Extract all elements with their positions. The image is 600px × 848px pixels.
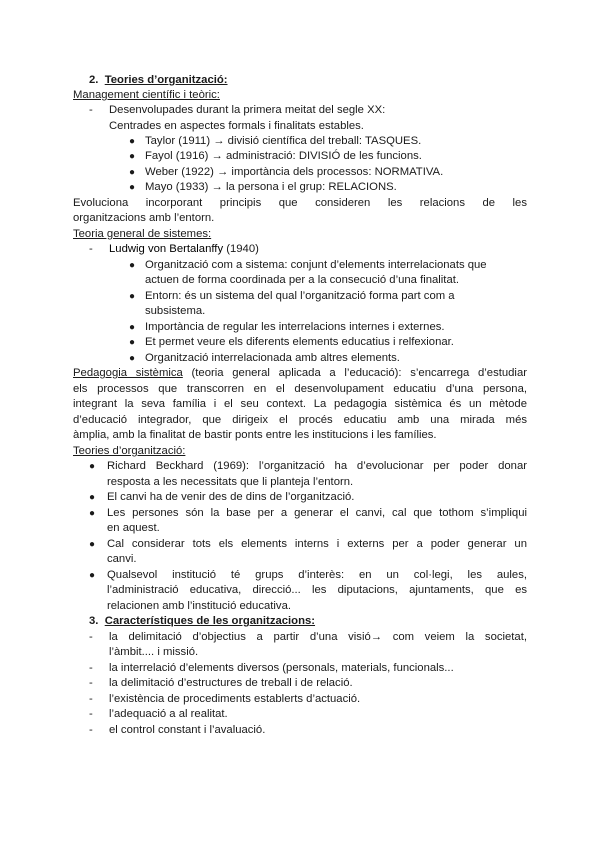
bullet-marker: ● bbox=[129, 167, 136, 178]
dash-marker: - bbox=[89, 677, 93, 689]
sistemes-heading: Teoria general de sistemes: bbox=[73, 228, 212, 240]
sistemes-bullet: Importància de regular les interrelacions internes i externes. bbox=[145, 321, 445, 333]
bullet-marker: ● bbox=[129, 260, 136, 271]
management-bullet: Weber (1922) → importància dels processos: NORMATIVA. bbox=[145, 166, 444, 178]
teories-org-heading: Teories d’organització: bbox=[73, 445, 186, 457]
section-title: Característiques de les organitzacions: bbox=[104, 615, 316, 627]
dash-marker: - bbox=[89, 631, 93, 643]
author-name: Ludwig von Bertalanffy bbox=[109, 243, 224, 255]
pedagogia-line: d’educació integrador, que dirigeix el procés educatiu amb una mirada més bbox=[73, 414, 527, 426]
section-number: 3. bbox=[89, 615, 99, 627]
section-3-item: l’existència de procediments establerts d’actuació. bbox=[109, 693, 361, 705]
dash-marker: - bbox=[89, 662, 93, 674]
teories-org-bullet: El canvi ha de venir des de dins de l’organització. bbox=[107, 491, 355, 503]
sistemes-bullet: Organització interrelacionada amb altres elements. bbox=[145, 352, 400, 364]
dash-marker: - bbox=[89, 104, 93, 116]
pedagogia-text: (teoria general aplicada a l’educació): s’encarrega d’estudiar bbox=[182, 367, 527, 379]
teories-org-bullet-cont: canvi. bbox=[107, 553, 137, 565]
pedagogia-term: Pedagogia sistèmica bbox=[73, 367, 183, 379]
teories-org-bullet-cont: en aquest. bbox=[107, 522, 160, 534]
section-3-item-cont: l’àmbit.... i missió. bbox=[109, 646, 199, 658]
pedagogia-line: àmplia, amb la finalitat de bastir ponts entre les institucions i les famílies. bbox=[73, 429, 437, 441]
bullet-marker: ● bbox=[129, 136, 136, 147]
sistemes-bullet: Entorn: és un sistema del qual l’organització forma part com a bbox=[145, 290, 455, 302]
pedagogia-line bbox=[73, 366, 527, 381]
bullet-marker: ● bbox=[129, 151, 136, 162]
management-dash-line-1: Desenvolupades durant la primera meitat del segle XX: bbox=[109, 104, 386, 116]
section-3-item: el control constant i l’avaluació. bbox=[109, 724, 266, 736]
pedagogia-line: integrant la seva família i el seu context. La pedagogia sistèmica és un mètode bbox=[73, 398, 527, 410]
teories-org-bullet: Qualsevol institució té grups d’interès: en un col·legi, les aules, bbox=[107, 569, 527, 581]
pedagogia-line: els processos que transcorren en el desenvolupament educatiu d’una persona, bbox=[73, 383, 527, 395]
management-paragraph-line: organitzacions amb l’entorn. bbox=[73, 212, 215, 224]
management-paragraph-line: Evoluciona incorporant principis que consideren les relacions de les bbox=[73, 197, 527, 209]
sistemes-author-line bbox=[109, 242, 259, 257]
section-3-item: l’adequació a al realitat. bbox=[109, 708, 228, 720]
teories-org-bullet-cont: relacionen amb l’institució educativa. bbox=[107, 600, 291, 612]
dash-marker: - bbox=[89, 724, 93, 736]
bullet-marker: ● bbox=[129, 353, 136, 364]
bullet-marker: ● bbox=[89, 461, 96, 472]
teories-org-bullet: Richard Beckhard (1969): l’organització ha d’evolucionar per poder donar bbox=[107, 460, 527, 472]
management-bullet: Mayo (1933) → la persona i el grup: RELACIONS. bbox=[145, 181, 397, 193]
bullet-marker: ● bbox=[129, 322, 136, 333]
section-3-item: la delimitació d’objectius a partir d’una visió→ com veiem la societat, bbox=[109, 631, 527, 643]
bullet-marker: ● bbox=[89, 539, 96, 550]
bullet-marker: ● bbox=[129, 291, 136, 302]
sistemes-bullet-cont: actuen de forma coordinada per a la consecució d’una finalitat. bbox=[145, 274, 460, 286]
teories-org-bullet: Cal considerar tots els elements interns i externs per a poder generar un bbox=[107, 538, 527, 550]
dash-marker: - bbox=[89, 243, 93, 255]
sistemes-bullet-cont: subsistema. bbox=[145, 305, 206, 317]
teories-org-bullet: Les persones són la base per a generar el canvi, cal que tothom s’impliqui bbox=[107, 507, 527, 519]
teories-org-bullet-cont: resposta a les necessitats que li planteja l’entorn. bbox=[107, 476, 354, 488]
bullet-marker: ● bbox=[89, 570, 96, 581]
section-3-heading bbox=[89, 614, 315, 629]
teories-org-bullet-cont: l’administració educativa, direcció... les diputacions, ajuntaments, que es bbox=[107, 584, 527, 596]
bullet-marker: ● bbox=[89, 492, 96, 503]
author-year: (1940) bbox=[226, 243, 259, 255]
management-heading: Management científic i teòric: bbox=[73, 89, 220, 101]
section-title: Teories d’organització: bbox=[104, 74, 228, 86]
management-bullet: Taylor (1911) → divisió científica del treball: TASQUES. bbox=[145, 135, 422, 147]
dash-marker: - bbox=[89, 708, 93, 720]
management-bullet: Fayol (1916) → administració: DIVISIÓ de les funcions. bbox=[145, 150, 422, 162]
dash-marker: - bbox=[89, 693, 93, 705]
section-2-heading bbox=[89, 73, 228, 88]
bullet-marker: ● bbox=[89, 508, 96, 519]
sistemes-bullet: Et permet veure els diferents elements educatius i relfexionar. bbox=[145, 336, 454, 348]
section-number: 2. bbox=[89, 74, 99, 86]
sistemes-bullet: Organització com a sistema: conjunt d’elements interrelacionats que bbox=[145, 259, 487, 271]
section-3-item: la delimitació d’estructures de treball i de relació. bbox=[109, 677, 353, 689]
bullet-marker: ● bbox=[129, 337, 136, 348]
management-dash-line-2: Centrades en aspectes formals i finalitats estables. bbox=[109, 120, 364, 132]
section-3-item: la interrelació d’elements diversos (personals, materials, funcionals... bbox=[109, 662, 454, 674]
bullet-marker: ● bbox=[129, 182, 136, 193]
